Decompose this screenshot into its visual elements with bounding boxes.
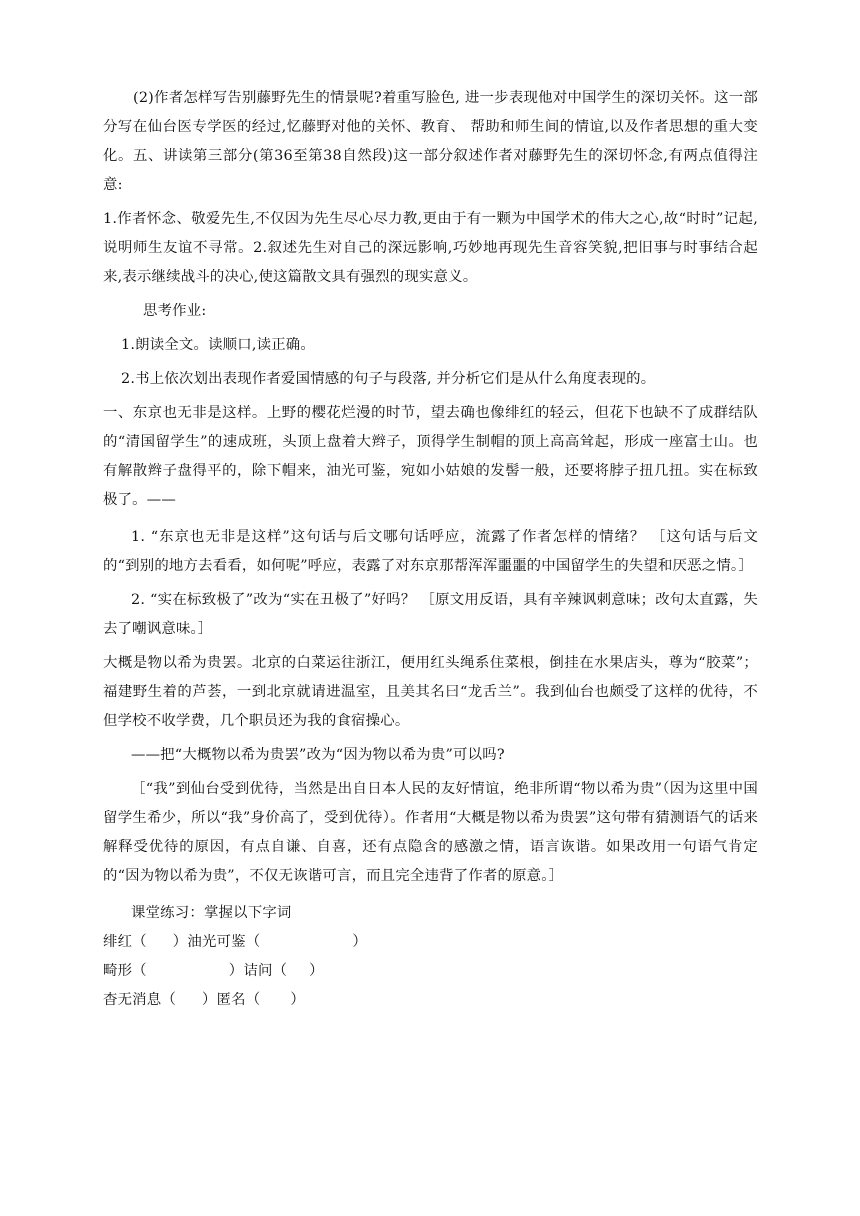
vocab-blank-1[interactable] [147,945,173,946]
homework-item-2: 2.书上依次划出表现作者爱国情感的句子与段落, 并分析它们是从什么角度表现的。 [121,371,656,387]
passage-sendai: 大概是物以希为贵罢。北京的白菜运往浙江，便用红头绳系住菜根，倒挂在水果店头，尊为“胶菜”；福建野生着的芦荟，一到北京就请进温室，且美其名曰“龙舌兰”。我到仙台也颇受了这样的优待，不但学校不收学费，几个职员还为我的食宿操心。 [103,655,758,729]
vocab-row-2 [103,957,758,986]
answer-3: ［“我”到仙台受到优待，当然是出自日本人民的友好情谊，绝非所谓“物以希为贵”（因为这里中国留学生希少，所以“我”身价高了，受到优待）。作者用“大概是物以希为贵罢”这句带有猜测语气的话来解释受优待的原因，有点自谦、自喜，还有点隐含的感激之情，语言诙谐。如果改用一句语气肯定的“因为物以希为贵”，不仅无诙谐可言，而且完全违背了作者的原意。］ [103,781,758,884]
question-3: ——把“大概物以希为贵罢”改为“因为物以希为贵”可以吗? [131,747,505,763]
vocab-blank-4[interactable] [287,974,309,975]
vocab-row-3 [103,986,758,1015]
vocab-word-4: 诘问（ [243,963,288,979]
vocab-paren-3: ） [228,963,244,979]
vocab-paren-5: ） [201,992,217,1008]
vocab-blank-3[interactable] [147,974,229,975]
paragraph-farewell-analysis: (2)作者怎样写告别藤野先生的情景呢?着重写脸色, 进一步表现他对中国学生的深切关怀。这一部分写在仙台医专学医的经过,忆藤野对他的关怀、教育、 帮助和师生间的情谊,以及作者思想的重大变化。五、讲读第三部分(第36至第38自然段)这一部分叙述作者对藤野先生的深切怀念,有两点值得注意: [103,90,758,193]
vocab-word-6: 匿名（ [216,992,261,1008]
paragraph-points: 1.作者怀念、敬爱先生,不仅因为先生尽心尽力教,更由于有一颗为中国学术的伟大之心,故“时时”记起,说明师生友谊不寻常。2.叙述先生对自己的深远影响,巧妙地再现先生音容笑貌,把旧事与时事结合起来,表示继续战斗的决心,使这篇散文具有强烈的现实意义。 [103,211,758,285]
homework-title: 思考作业: [143,303,207,319]
vocab-blank-2[interactable] [260,945,352,946]
vocab-paren-6: ） [290,992,305,1008]
vocab-word-2: 油光可鉴（ [187,934,261,950]
question-1: 1. “东京也无非是这样”这句话与后文哪句话呼应，流露了作者怎样的情绪？ ［这句话与后文的“到别的地方去看看，如何呢”呼应，表露了对东京那帮浑浑噩噩的中国留学生的失望和厌恶之情。］ [103,529,758,574]
vocab-paren-1: ） [172,934,188,950]
vocab-paren-2: ） [352,934,367,950]
vocab-row-1 [103,928,758,957]
vocab-word-3: 畸形（ [103,963,147,979]
vocab-blank-5[interactable] [176,1003,202,1004]
passage-tokyo: 一、东京也无非是这样。上野的樱花烂漫的时节，望去确也像绯红的轻云，但花下也缺不了成群结队的“清国留学生”的速成班，头顶上盘着大辫子，顶得学生制帽的顶上高高耸起，形成一座富士山。也有解散辫子盘得平的，除下帽来，油光可鉴，宛如小姑娘的发髻一般，还要将脖子扭几扭。实在标致极了。—— [103,405,758,508]
vocab-paren-4: ） [309,963,324,979]
question-2: 2. “实在标致极了”改为“实在丑极了”好吗？ ［原文用反语，具有辛辣讽刺意味；改句太直露，失去了嘲讽意味。］ [103,592,758,637]
practice-title: 课堂练习：掌握以下字词 [131,905,292,921]
homework-item-1: 1.朗读全文。读顺口,读正确。 [121,337,315,353]
vocab-word-5: 杳无消息（ [103,992,176,1008]
vocab-blank-6[interactable] [260,1003,290,1004]
document-body [103,84,758,1015]
vocab-word-1: 绯红（ [103,934,147,950]
